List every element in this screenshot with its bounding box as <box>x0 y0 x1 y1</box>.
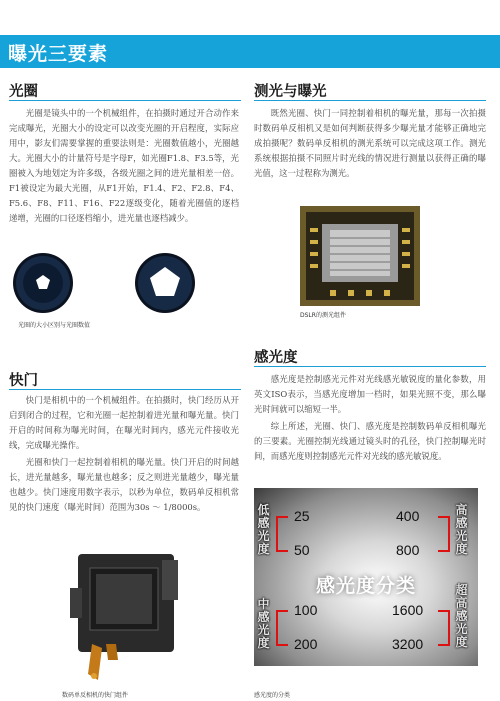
aperture-large-image <box>134 252 196 318</box>
aperture-caption: 光圈的大小区别与光圈数值 <box>18 322 91 329</box>
page-title: 曝光三要素 <box>8 43 109 65</box>
iso-heading: 感光度 <box>254 350 298 366</box>
iso-low-bracket <box>276 516 288 552</box>
iso-low-value-1: 25 <box>294 508 310 524</box>
iso-mid-value-1: 100 <box>294 602 318 618</box>
iso-super-high-label: 超高感光度 <box>455 583 468 649</box>
iso-low-label: 低感光度 <box>257 503 270 556</box>
metering-body: 既然光圈、快门一同控制着相机的曝光量，那每一次拍摄时数码单反相机又是如何判断获得多少曝光量才能够正确地完成拍摄呢？数码单反相机的测光系统可以完成这项工作。测光系统根据拍摄不同照片时光线的情况进行测量以获得正确的曝光值，这一过程称为测光。 <box>254 108 486 178</box>
iso-mid-label: 中感光度 <box>257 597 270 650</box>
metering-heading: 测光与曝光 <box>254 84 327 100</box>
shutter-rule <box>9 389 241 390</box>
iso-body-2: 综上所述，光圈、快门、感光度是控制数码单反相机曝光的三要素。光圈控制光线通过镜头时的孔径，快门控制曝光时间，而感光度则控制感光元件对光线的感光敏锐度。 <box>254 421 486 461</box>
shutter-unit-image <box>62 548 188 690</box>
iso-chart-title: 感光度分类 <box>315 575 416 597</box>
iso-body-1: 感光度是控制感光元件对光线感光敏锐度的量化参数，用英文ISO表示，当感光度增加一档时，如果光照不变，那么曝光时间就可以缩短一半。 <box>254 374 486 414</box>
iso-caption: 感光度的分类 <box>254 692 291 699</box>
iso-high-value-2: 800 <box>396 542 420 558</box>
metering-rule <box>254 100 486 101</box>
iso-high-label: 高感光度 <box>455 503 468 556</box>
shutter-body-1: 快门是相机中的一个机械组件。在拍摄时，快门经历从开启到闭合的过程，它和光圈一起控制着进光量和曝光量。快门开启的时间称为曝光时间，在曝光时间内，感光元件接收光线，完成曝光操作。 <box>9 395 239 450</box>
shutter-heading: 快门 <box>9 373 38 389</box>
iso-high-value-1: 400 <box>396 508 420 524</box>
iso-classification-graphic <box>254 488 478 666</box>
iso-super-high-value-1: 1600 <box>392 602 424 618</box>
shutter-body-2: 光圈和快门一起控制着相机的曝光量。快门开启的时间越长，进光量越多，曝光量也越多；反之则进光量越少，曝光量也越少。快门速度用数字表示，以秒为单位，数码单反相机常见的快门速度（曝光时间）范围为30s ～ 1/8000s。 <box>9 457 239 512</box>
iso-low-value-2: 50 <box>294 542 310 558</box>
shutter-caption: 数码单反相机的快门组件 <box>62 692 129 699</box>
aperture-small-image <box>12 252 74 318</box>
iso-super-high-value-2: 3200 <box>392 636 424 652</box>
aperture-heading: 光圈 <box>9 84 38 100</box>
iso-super-high-bracket <box>438 610 450 646</box>
iso-mid-bracket <box>276 610 288 646</box>
title-band <box>0 35 500 68</box>
iso-mid-value-2: 200 <box>294 636 318 652</box>
metering-caption: DSLR的测光组件 <box>300 312 346 319</box>
iso-rule <box>254 366 486 367</box>
aperture-rule <box>9 100 241 101</box>
aperture-body: 光圈是镜头中的一个机械组件，在拍摄时通过开合动作来完成曝光，光圈大小的设定可以改变光圈的开启程度，实际应用中，影友们需要掌握的重要法则是：光圈数值越小，光圈越大。光圈大小的计量符号是字母F，如光圈F1.8、F3.5等，光圈被入为地划定为许多级，各级光圈之间的进光量相差一倍。F1被设定为最大光圈，从F1开始，F1.4、F2、F2.8、F4、F5.6、F8、F11、F16、F22逐级变化，随着光圈值的逐档递增，光圈的口径逐档缩小，进光量也逐档减少。 <box>9 108 239 223</box>
metering-sensor-image <box>300 206 420 310</box>
iso-high-bracket <box>438 516 450 552</box>
